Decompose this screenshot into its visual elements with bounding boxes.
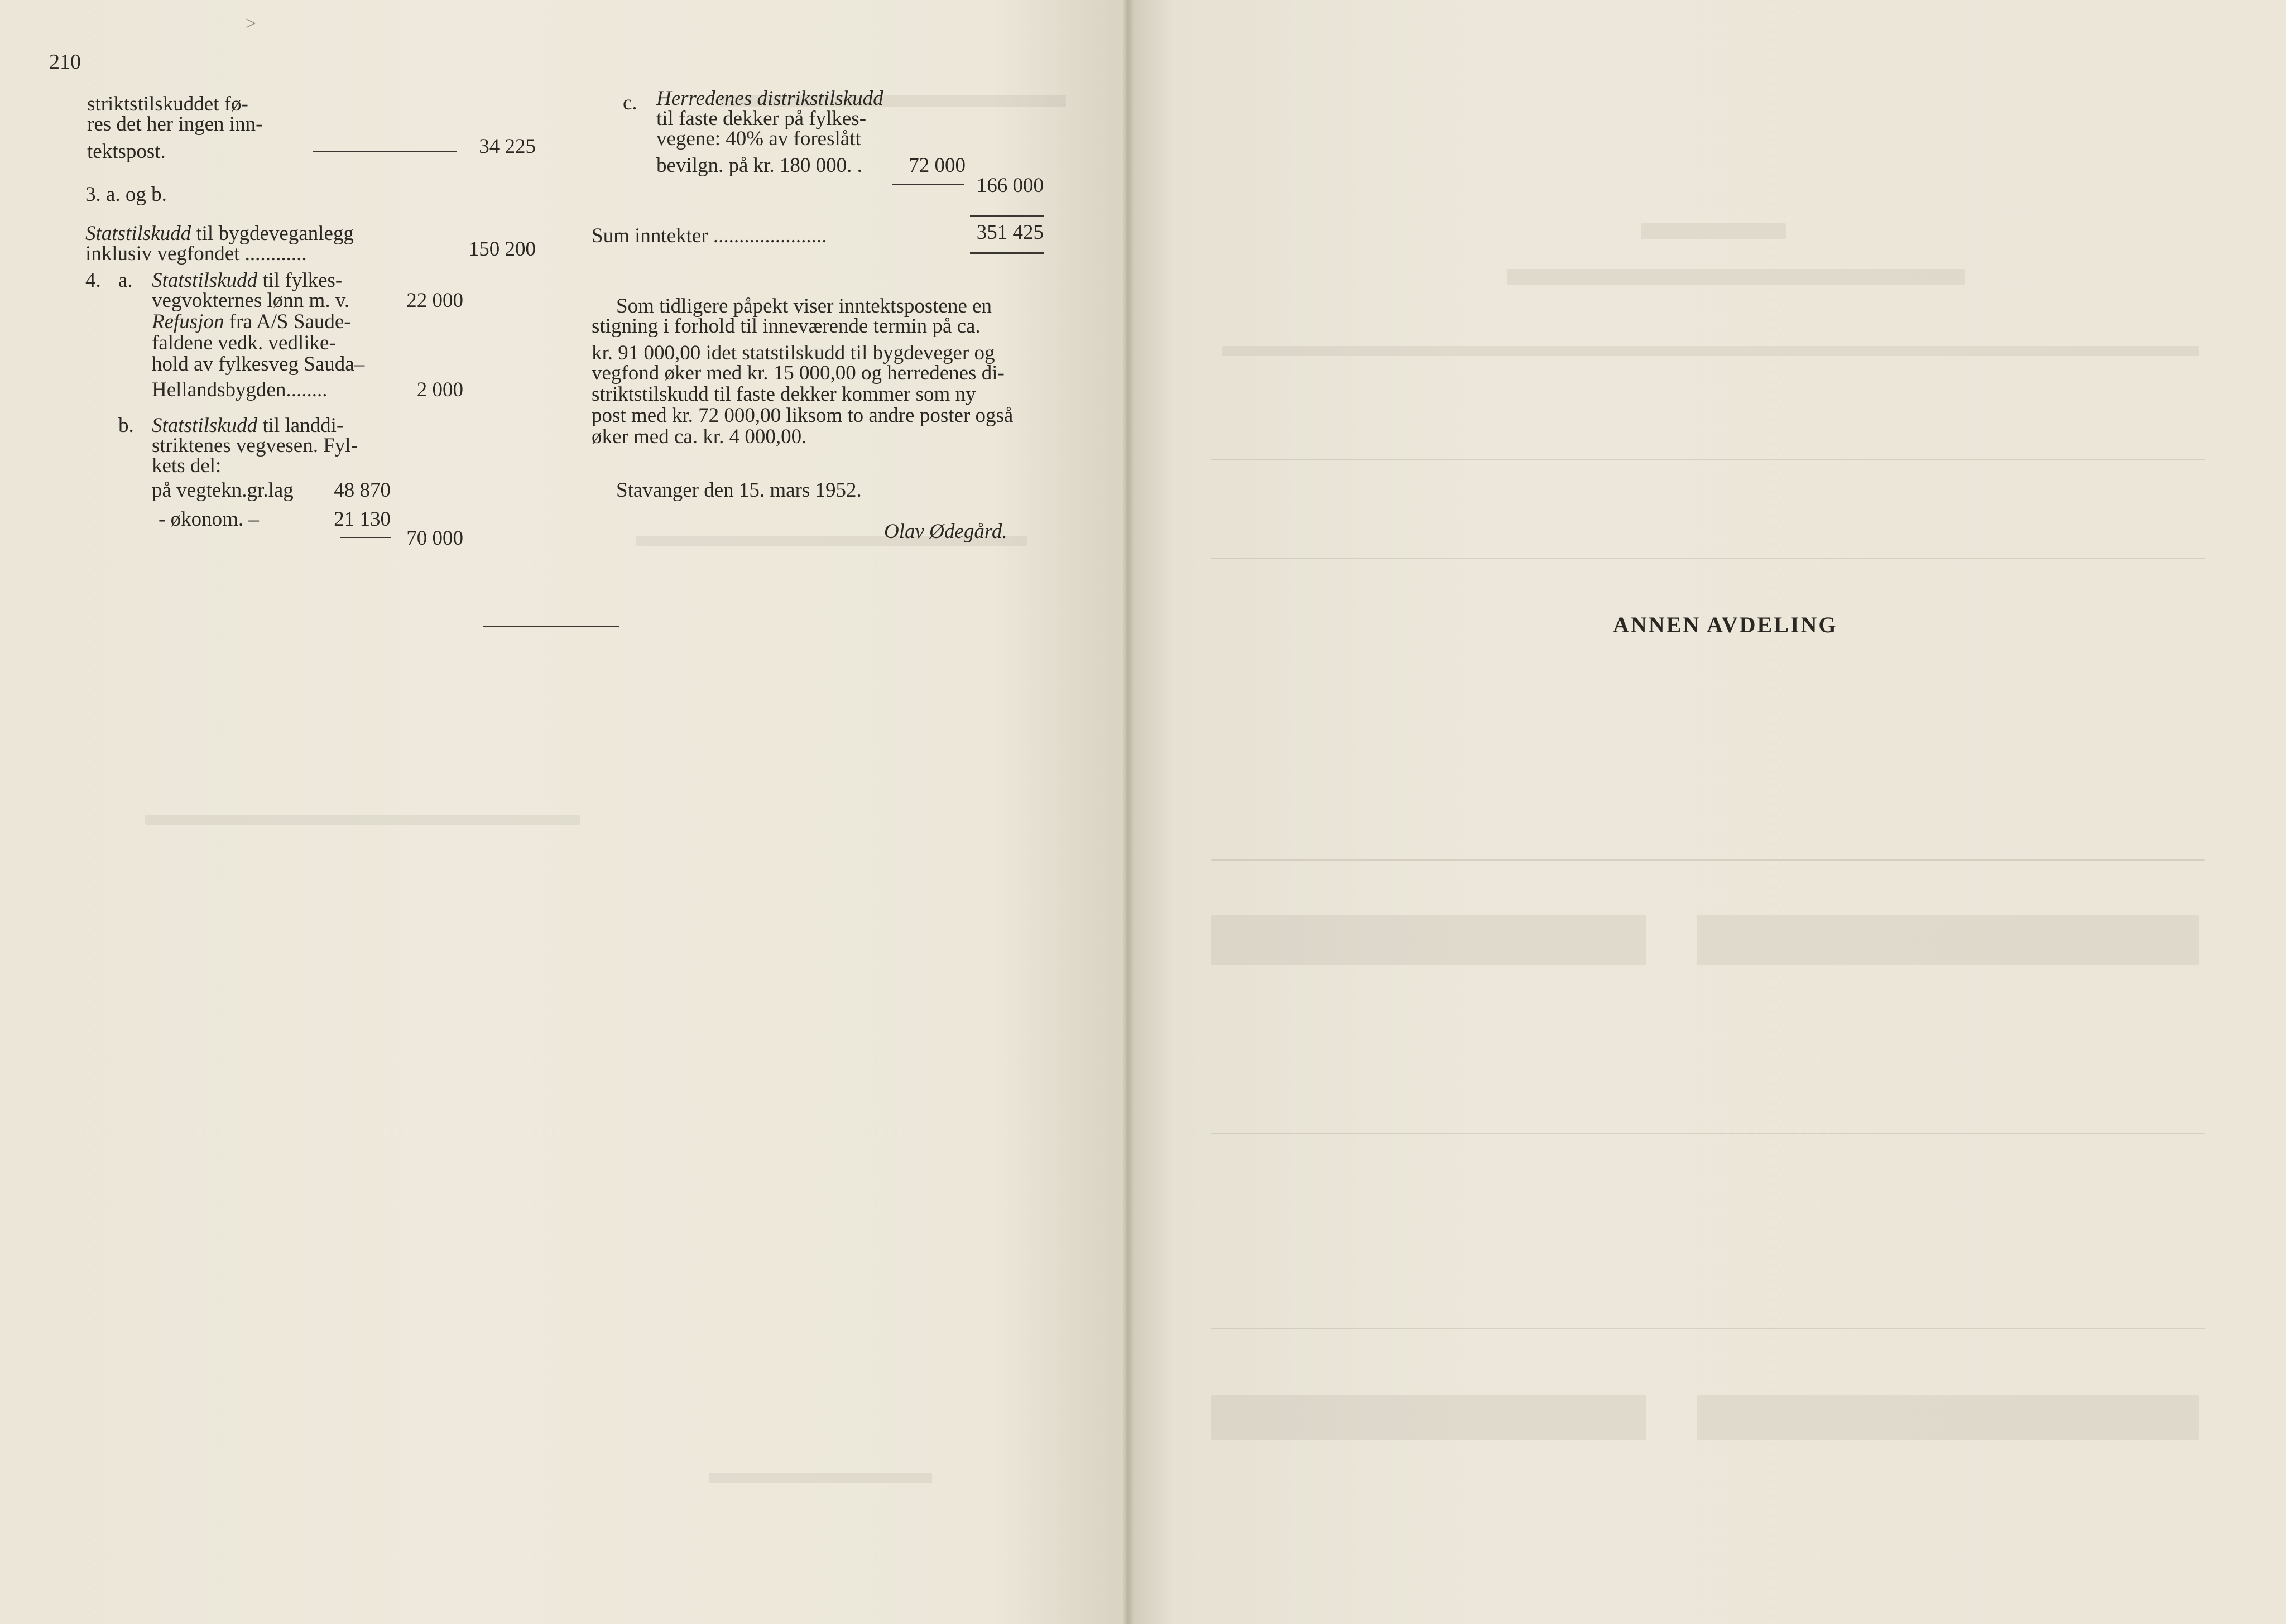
text-italic: Statstilskudd — [85, 222, 191, 245]
text-line: inklusiv vegfondet ............ — [85, 242, 307, 265]
margin-mark: > — [246, 13, 257, 34]
bleed-through — [1507, 269, 1965, 285]
left-page — [0, 0, 1127, 1624]
bleed-through — [1222, 346, 2199, 356]
amount: 34 225 — [479, 135, 536, 158]
bleed-through — [1211, 1328, 2205, 1329]
bleed-through — [1697, 1395, 2199, 1440]
text-line: Hellandsbygden........ — [152, 378, 328, 401]
bleed-through — [709, 1473, 932, 1483]
page-number: 210 — [49, 50, 81, 74]
signature: Olav Ødegård. — [884, 520, 1007, 543]
paragraph-line: kr. 91 000,00 idet statstilskudd til bygdeveger og — [592, 342, 995, 364]
text-line: til bygdeveganlegg — [191, 222, 354, 245]
text-line: til fylkes- — [257, 269, 343, 292]
book-gutter — [1121, 0, 1135, 1624]
text-line: til faste dekker på fylkes- — [656, 107, 867, 130]
item-letter: b. — [118, 414, 134, 437]
bleed-through — [1211, 459, 2205, 460]
paragraph-line: vegfond øker med kr. 15 000,00 og herredenes di- — [592, 362, 1005, 385]
amount: 166 000 — [976, 174, 1044, 197]
paragraph-line: post med kr. 72 000,00 liksom to andre poster også — [592, 404, 1014, 427]
text-line: faldene vedk. vedlike- — [152, 331, 336, 354]
right-page — [1127, 0, 2286, 1624]
text-line: - økonom. – — [159, 508, 259, 531]
paragraph-line: striktstilskudd til faste dekker kommer som ny — [592, 383, 976, 406]
bleed-through — [1211, 1133, 2205, 1134]
subtotal-rule — [313, 151, 457, 152]
section-heading: ANNEN AVDELING — [1613, 612, 1838, 637]
text-italic: Herredenes distrikstilskudd — [656, 87, 883, 110]
text-line: striktenes vegvesen. Fyl- — [152, 434, 358, 457]
text-line: til landdi- — [257, 414, 344, 437]
bleed-through — [1211, 915, 1646, 965]
text-line: hold av fylkesveg Sauda– — [152, 353, 365, 376]
amount: 22 000 — [406, 289, 463, 312]
bleed-through — [1211, 558, 2205, 559]
end-rule — [483, 626, 619, 627]
text-line: på vegtekn.gr.lag — [152, 479, 294, 502]
sum-rule-bottom — [970, 252, 1044, 254]
sum-value: 351 425 — [976, 221, 1044, 244]
subtotal-rule — [340, 537, 391, 538]
bleed-through — [1211, 1395, 1646, 1440]
amount: 70 000 — [406, 527, 463, 550]
place-date: Stavanger den 15. mars 1952. — [616, 479, 862, 502]
text-line: striktstilskuddet fø- — [87, 93, 248, 116]
item-letter: c. — [623, 92, 637, 114]
text-italic: Statstilskudd — [152, 414, 258, 437]
text-italic: Refusjon — [152, 310, 224, 333]
amount: 150 200 — [468, 238, 536, 261]
amount: 21 130 — [334, 508, 391, 531]
text-line: vegvokternes lønn m. v. — [152, 289, 350, 312]
text-line: kets del: — [152, 454, 222, 477]
text-line: vegene: 40% av foreslått — [656, 127, 861, 150]
text-line: 3. a. og b. — [85, 183, 167, 206]
text-line: bevilgn. på kr. 180 000. . — [656, 154, 862, 177]
bleed-through — [1641, 223, 1786, 239]
paragraph-line: øker med ca. kr. 4 000,00. — [592, 425, 807, 448]
sum-rule-top — [970, 215, 1044, 217]
item-letter: a. — [118, 269, 133, 292]
amount: 48 870 — [334, 479, 391, 502]
bleed-through — [145, 815, 580, 825]
amount: 2 000 — [416, 378, 463, 401]
bleed-through — [1697, 915, 2199, 965]
paragraph-line: Som tidligere påpekt viser inntektspostene en — [616, 295, 992, 318]
paragraph-line: stigning i forhold til inneværende termin på ca. — [592, 315, 981, 338]
bleed-through — [1211, 859, 2205, 861]
sum-label: Sum inntekter ...................... — [592, 224, 827, 247]
text-line: fra A/S Saude- — [224, 310, 351, 333]
amount: 72 000 — [909, 154, 966, 177]
text-line: tektspost. — [87, 140, 166, 163]
item-number: 4. — [85, 269, 101, 292]
text-italic: Statstilskudd — [152, 269, 258, 292]
text-line: res det her ingen inn- — [87, 113, 263, 136]
